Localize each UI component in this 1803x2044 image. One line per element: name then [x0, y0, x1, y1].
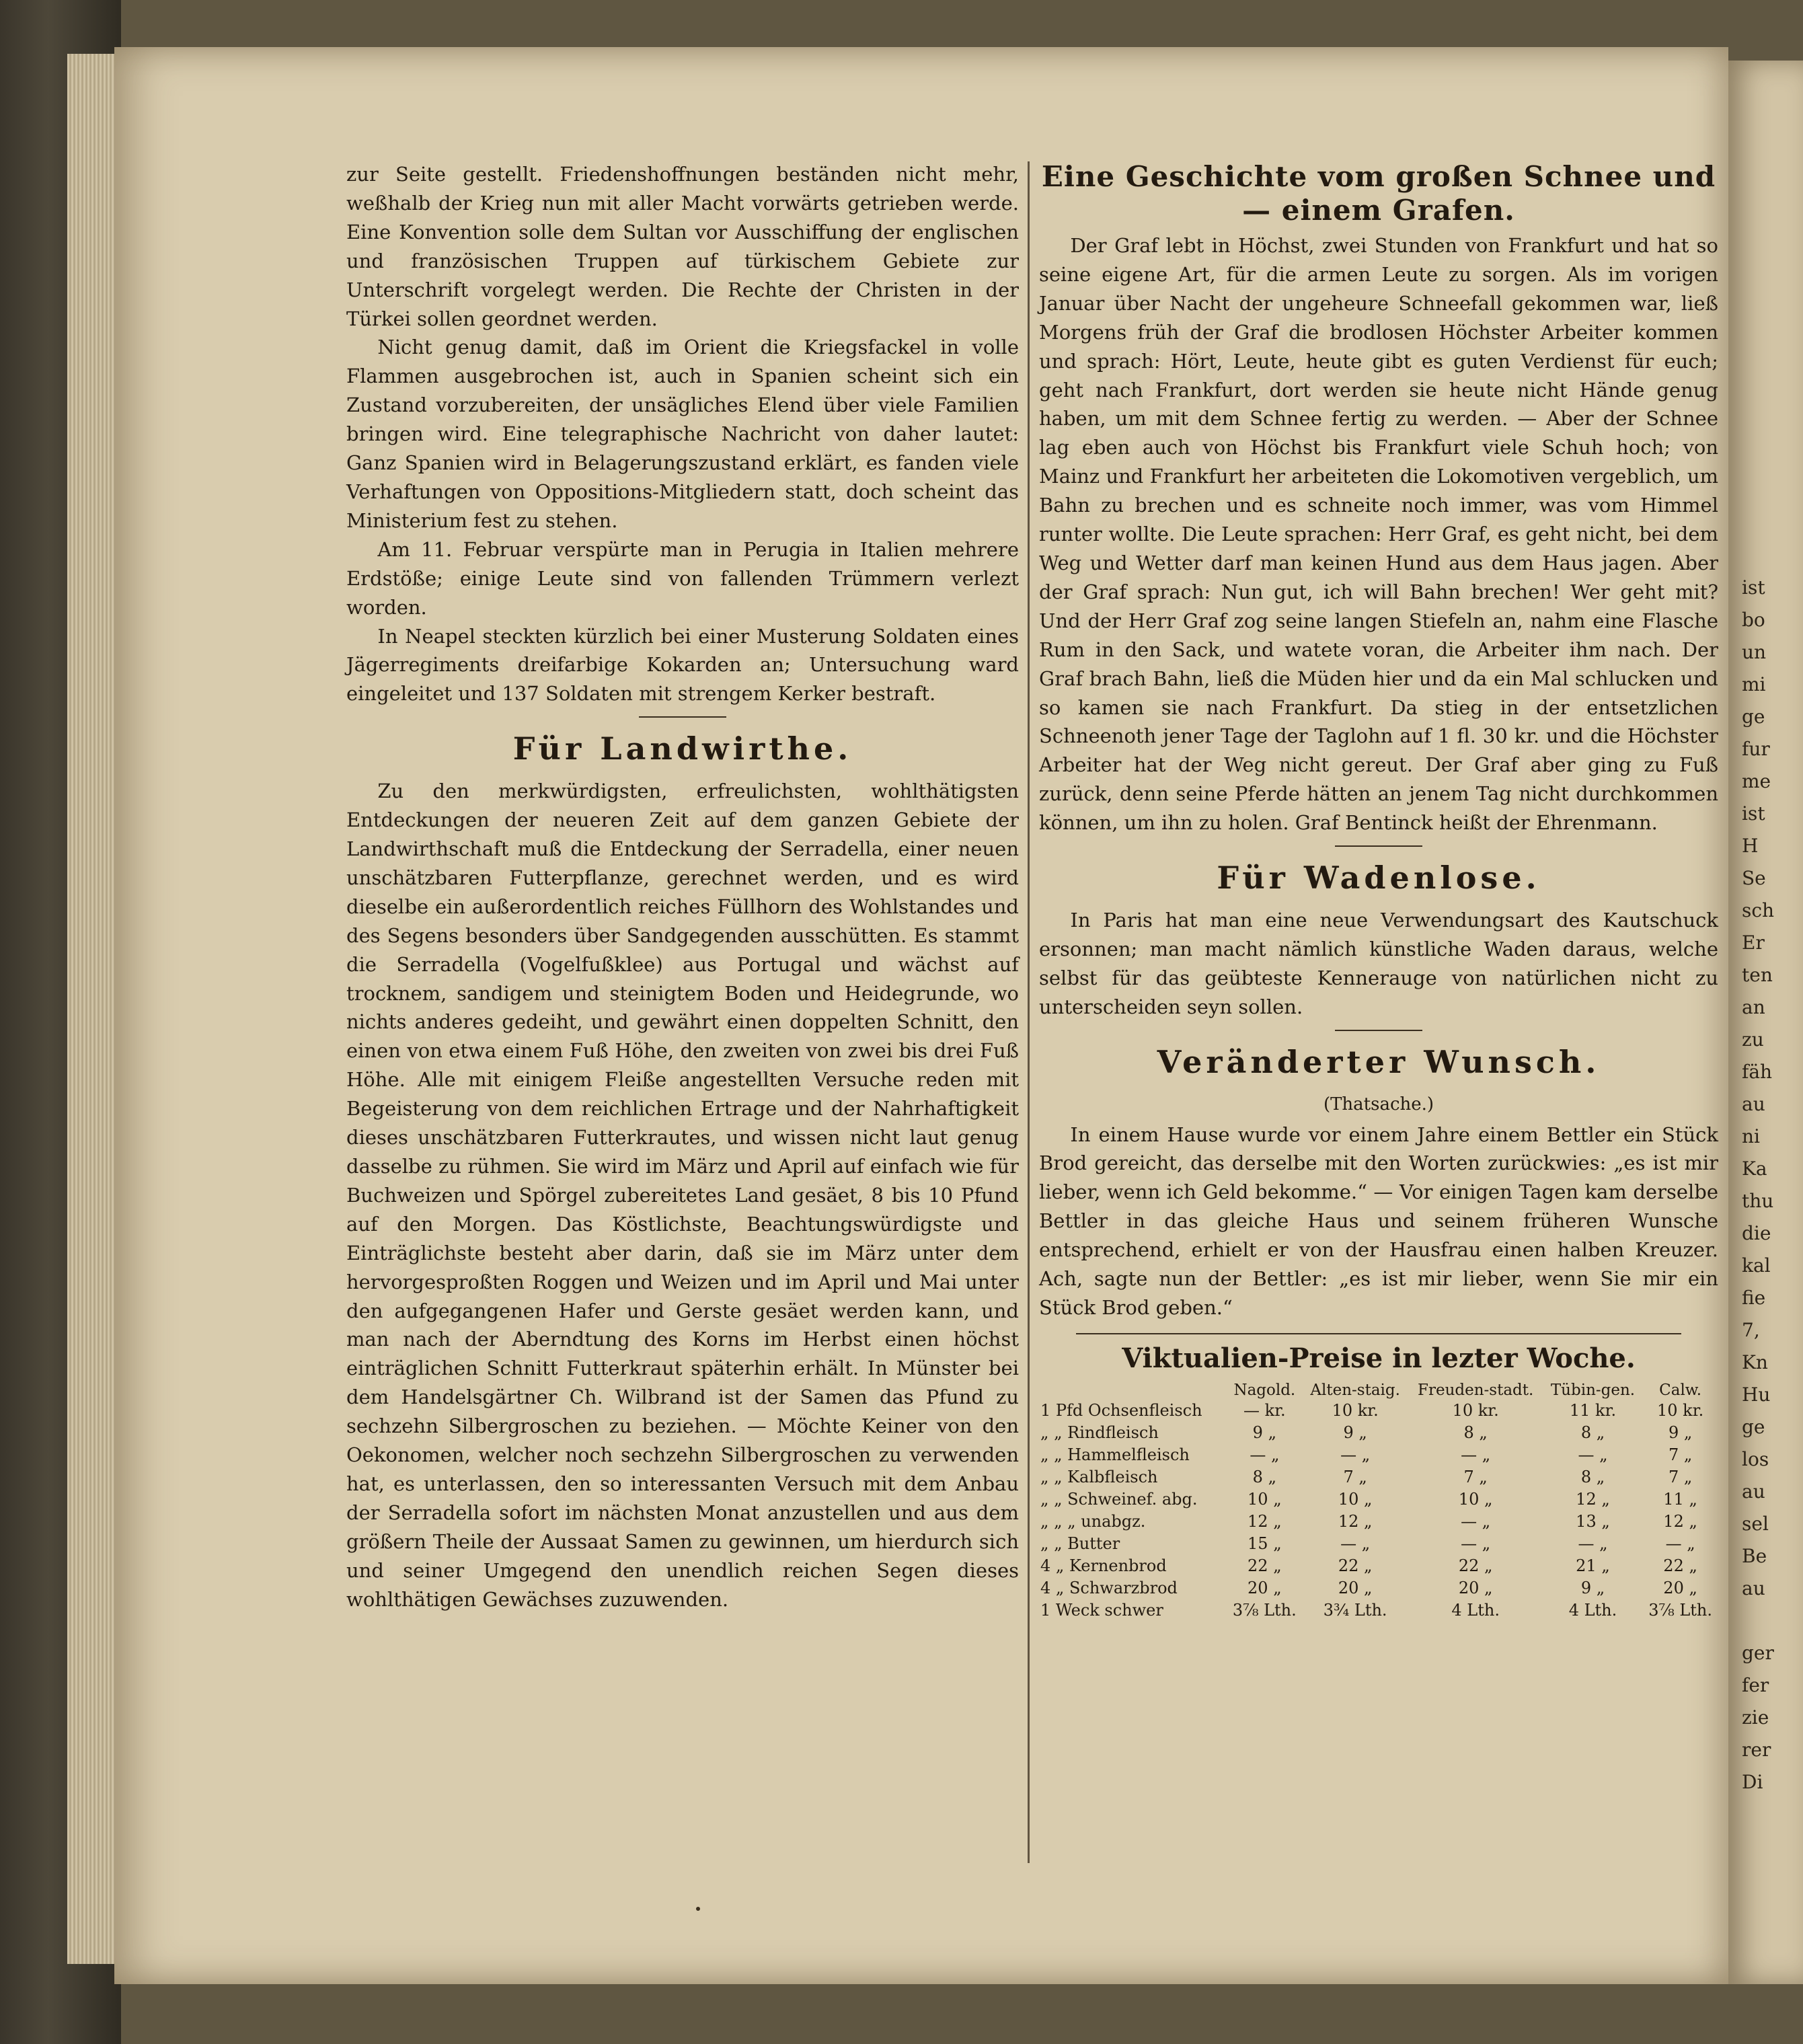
price-item: „ „ Schweinef. abg.: [1040, 1489, 1198, 1509]
paragraph-perugia: Am 11. Februar verspürte man in Perugia in Italien mehrere Erdstöße; einige Leute sind von fallenden Trümmern verlezt worden.: [346, 537, 1019, 619]
table-row: [1039, 1466, 1718, 1488]
paragraph-serradella: Zu den merkwürdigsten, erfreulichsten, wohlthätigsten Entdeckungen der neueren Zeit auf dem ganzen Gebiete der Landwirthschaft muß die Entdeckung der Serradella, einer neuen unschätzbaren Futterpflanze, gerechnet werden, und es wird dieselbe ein außerordentlich reiches Füllhorn des Wohlstandes und des Segens besonders über Sandgegenden ausschütten. Es stammt die Serradella (Vogelfußklee) aus Portugal und wächst auf trocknem, sandigem und steinigtem Boden und Heidegrunde, wo nichts anderes gedeiht, und gewährt einen doppelten Schnitt, den einen von etwa einem Fuß Höhe, den zweiten von zwei bis drei Fuß Höhe. Alle mit einigem Fleiße angestellten Versuche reden mit Begeisterung von dem reichlichen Ertrage und der Nahrhaftigkeit dieses unschätzbaren Futterkrautes, und wissen nicht laut genug dasselbe zu rühmen. Sie wird im März und April auf einfach wie für Buchweizen und Spörgel zubereitetes Land gesäet, 8 bis 10 Pfund auf den Morgen. Das Köstlichste, Beachtungswürdigste und Einträglichste besteht aber darin, daß sie im März unter dem hervorgesproßten Roggen und Weizen und im April und Mai unter den aufgegangenen Hafer und Gerste gesäet werden kann, und man nach der Aberndtung des Korns im Herbst einen höchst einträglichen Schnitt Futterkraut späterhin erhält. In Münster bei dem Handelsgärtner Ch. Wilbrand ist der Samen das Pfund zu sechzehn Silbergroschen zu beziehen. — Möchte Keiner von den Oekonomen, welcher noch sechzehn Silbergroschen zu verwenden hat, es unterlassen, den so interessanten Versuch mit dem Anbau der Serradella sofort im nächsten Monat anzustellen und aus dem größern Theile der Aussaat Samen zu gewinnen, um hierdurch sich und seiner Umgegend den unendlich reichen Segen dieses wohlthätigen Gewächses zuzuwenden.: [346, 780, 1019, 1611]
price-item: „ „ Rindfleisch: [1040, 1423, 1159, 1442]
heading-waden: Für Wadenlose.: [1217, 860, 1541, 897]
table-row: [1039, 1422, 1718, 1444]
price-cell: 3⅞ Lth.: [1232, 1600, 1297, 1620]
price-cell: 20 „: [1338, 1578, 1373, 1597]
price-cell: 12 „: [1576, 1489, 1610, 1509]
price-cell: 21 „: [1576, 1556, 1610, 1575]
prices-table: [1039, 1381, 1718, 1622]
heading-landwirthe: Für Landwirthe.: [512, 730, 853, 767]
paragraph-spain: Nicht genug damit, daß im Orient die Kriegsfackel in volle Flammen ausgebrochen ist, auch in Spanien scheint sich ein Zustand vorzubereiten, der unsägliches Elend über viele Familien bringen wird. Eine telegraphische Nachricht von daher lautet: Ganz Spanien wird in Belagerungszustand erklärt, es fanden viele Verhaftungen von Oppositions-Mitgliedern statt, doch scheint das Ministerium fest zu stehen.: [346, 336, 1019, 532]
price-cell: 8 „: [1580, 1423, 1605, 1442]
price-cell: — „: [1461, 1511, 1491, 1531]
prices-header-row: [1039, 1381, 1718, 1400]
price-cell: 3¾ Lth.: [1323, 1600, 1387, 1620]
price-cell: 22 „: [1338, 1556, 1373, 1575]
price-item: „ „ Hammelfleisch: [1040, 1445, 1190, 1464]
table-row: [1039, 1599, 1718, 1622]
price-cell: 11 kr.: [1569, 1400, 1617, 1420]
price-cell: — kr.: [1243, 1400, 1286, 1420]
price-item: 4 „ Schwarzbrod: [1040, 1578, 1178, 1597]
section-rule: [1335, 845, 1422, 847]
paragraph-waden: In Paris hat man eine neue Verwendungsart des Kautschuck ersonnen; man macht nämlich künstliche Waden daraus, welche selbst für das geübteste Kennerauge von natürlichen nicht zu unterscheiden seyn sollen.: [1039, 909, 1718, 1018]
paragraph-wunsch: In einem Hause wurde vor einem Jahre einem Bettler ein Stück Brod gereicht, das derselbe mit den Worten zurückwies: „es ist mir lieber, wenn ich Geld bekomme.“ — Vor einigen Tagen kam derselbe Bettler in das gleiche Haus und seinem früheren Wunsche entsprechend, erhielt er von der Hausfrau einen halben Kreuzer. Ach, sagte nun der Bettler: „es ist mir lieber, wenn Sie mir ein Stück Brod geben.“: [1039, 1123, 1718, 1319]
price-cell: 22 „: [1663, 1556, 1697, 1575]
price-cell: — „: [1461, 1445, 1491, 1464]
table-row: [1039, 1577, 1718, 1599]
price-cell: — „: [1665, 1534, 1695, 1553]
prices-header: [1039, 1381, 1227, 1400]
price-cell: 7 „: [1668, 1445, 1693, 1464]
price-cell: 9 „: [1343, 1423, 1367, 1442]
next-page-edge: [1728, 61, 1803, 1984]
price-cell: 10 „: [1458, 1489, 1493, 1509]
price-item: 4 „ Kernenbrod: [1040, 1556, 1167, 1575]
price-cell: 8 „: [1252, 1467, 1277, 1486]
heading-wunsch: Veränderter Wunsch.: [1157, 1043, 1601, 1080]
price-cell: 10 „: [1338, 1489, 1373, 1509]
price-cell: 10 kr.: [1332, 1400, 1379, 1420]
prices-title: Viktualien-Preise in lezter Woche.: [1122, 1342, 1636, 1374]
table-row: [1039, 1488, 1718, 1511]
page-edges: [67, 54, 114, 1964]
section-rule-long: [1076, 1333, 1681, 1334]
price-cell: 15 „: [1248, 1534, 1282, 1553]
price-cell: — „: [1340, 1534, 1371, 1553]
table-row: [1039, 1511, 1718, 1533]
price-cell: 20 „: [1458, 1578, 1493, 1597]
price-cell: 8 „: [1580, 1467, 1605, 1486]
paragraph-story: Der Graf lebt in Höchst, zwei Stunden von Frankfurt und hat so seine eigene Art, für die armen Leute zu sorgen. Als im vorigen Januar über Nacht der ungeheure Schneefall gekommen war, ließ Morgens früh der Graf die brodlosen Höchster Arbeiter kommen und sprach: Hört, Leute, heute gibt es guten Verdienst für euch; geht nach Frankfurt, dort werden sie heute nicht Hände genug haben, um mit dem Schnee fertig zu werden. — Aber der Schnee lag eben auch von Höchst bis Frankfurt viele Schuh hoch; von Mainz und Frankfurt her arbeiteten die Lokomotiven vergeblich, um Bahn zu brechen und es schneite noch immer, was vom Himmel runter wollte. Die Leute sprachen: Herr Graf, es geht nicht, bei dem Weg und Wetter darf man keinen Hund aus dem Haus jagen. Aber der Graf sprach: Nun gut, ich will Bahn brechen! Wer geht mit? Und der Herr Graf zog seine langen Stiefeln an, nahm eine Flasche Rum in den Sack, und watete voran, die Arbeiter ihm nach. Der Graf brach Bahn, ließ die Müden hier und da ein Mal schlucken und so kamen sie nach Frankfurt. Da stieg in der entsetzlichen Schneenoth jener Tage der Taglohn auf 1 fl. 30 kr. und die Höchster Arbeiter hat der Weg nicht gereut. Der Graf aber ging zu Fuß zurück, denn seine Pferde hätten an jenem Tag nicht durchkommen können, um ihn zu holen. Graf Bentinck heißt der Ehrenmann.: [1039, 234, 1718, 835]
price-cell: — „: [1578, 1445, 1608, 1464]
prices-body: [1039, 1400, 1718, 1622]
price-cell: 13 „: [1576, 1511, 1610, 1531]
price-cell: 7 „: [1668, 1467, 1693, 1486]
table-row: [1039, 1533, 1718, 1555]
price-cell: 12 „: [1663, 1511, 1697, 1531]
wunsch-subtitle: (Thatsache.): [1323, 1094, 1434, 1114]
prices-header: Nagold.: [1233, 1381, 1296, 1399]
price-cell: — „: [1250, 1445, 1280, 1464]
price-cell: 20 „: [1663, 1578, 1697, 1597]
price-cell: 12 „: [1338, 1511, 1373, 1531]
price-cell: 9 „: [1252, 1423, 1277, 1442]
price-cell: 10 kr.: [1452, 1400, 1499, 1420]
price-cell: 8 „: [1463, 1423, 1488, 1442]
paragraph-orient-war: zur Seite gestellt. Friedenshoffnungen beständen nicht mehr, weßhalb der Krieg nun mit aller Macht vorwärts getrieben werde. Eine Konvention solle dem Sultan vor Ausschiffung der englischen und französischen Truppen auf türkischem Gebiete zur Unterschrift vorgelegt werden. Die Rechte der Christen in der Türkei sollen geordnet werden.: [346, 163, 1019, 330]
price-item: „ „ Butter: [1040, 1534, 1120, 1553]
table-row: [1039, 1444, 1718, 1466]
price-cell: 9 „: [1668, 1423, 1693, 1442]
price-cell: 10 kr.: [1657, 1400, 1704, 1420]
prices-header: Tübin-gen.: [1550, 1381, 1636, 1399]
price-cell: — „: [1578, 1534, 1608, 1553]
section-rule: [639, 716, 726, 718]
price-item: 1 Pfd Ochsenfleisch: [1040, 1400, 1202, 1420]
paragraph-neapel: In Neapel steckten kürzlich bei einer Musterung Soldaten eines Jägerregiments dreifarbige Kokarden an; Untersuchung ward eingeleitet und 137 Soldaten mit strengem Kerker bestraft.: [346, 624, 1019, 706]
price-cell: 22 „: [1458, 1556, 1493, 1575]
price-cell: 20 „: [1248, 1578, 1282, 1597]
prices-header: Alten-staig.: [1310, 1381, 1400, 1399]
prices-header: Freuden-stadt.: [1418, 1381, 1534, 1399]
column-divider: [1028, 161, 1030, 1863]
price-cell: 12 „: [1248, 1511, 1282, 1531]
price-cell: 11 „: [1663, 1489, 1697, 1509]
price-cell: 4 Lth.: [1451, 1600, 1500, 1620]
table-row: [1039, 1555, 1718, 1577]
price-cell: 3⅞ Lth.: [1648, 1600, 1713, 1620]
section-rule: [1335, 1030, 1422, 1031]
heading-story: Eine Geschichte vom großen Schnee und — einem Grafen.: [1041, 160, 1716, 227]
left-column: [346, 160, 1019, 1614]
price-cell: 10 „: [1248, 1489, 1282, 1509]
price-cell: 4 Lth.: [1568, 1600, 1617, 1620]
table-row: [1039, 1400, 1718, 1422]
price-item: „ „ Kalbfleisch: [1040, 1467, 1158, 1486]
price-cell: — „: [1461, 1534, 1491, 1553]
right-column: [1039, 160, 1718, 1622]
price-cell: 7 „: [1463, 1467, 1488, 1486]
next-page-fragment: ist bo un mi ge fur me ist H Se sch Er ten an zu fäh au ni Ka thu die kal fie 7, Kn Hu ge los au sel Be au ger fer zie rer Di: [1742, 576, 1775, 1793]
price-cell: 9 „: [1580, 1578, 1605, 1597]
price-cell: 22 „: [1248, 1556, 1282, 1575]
price-cell: — „: [1340, 1445, 1371, 1464]
price-cell: 7 „: [1343, 1467, 1367, 1486]
prices-header: Calw.: [1659, 1381, 1702, 1399]
price-item: „ „ „ unabgz.: [1040, 1511, 1146, 1531]
printer-mark: [696, 1907, 700, 1911]
price-item: 1 Weck schwer: [1040, 1600, 1163, 1620]
